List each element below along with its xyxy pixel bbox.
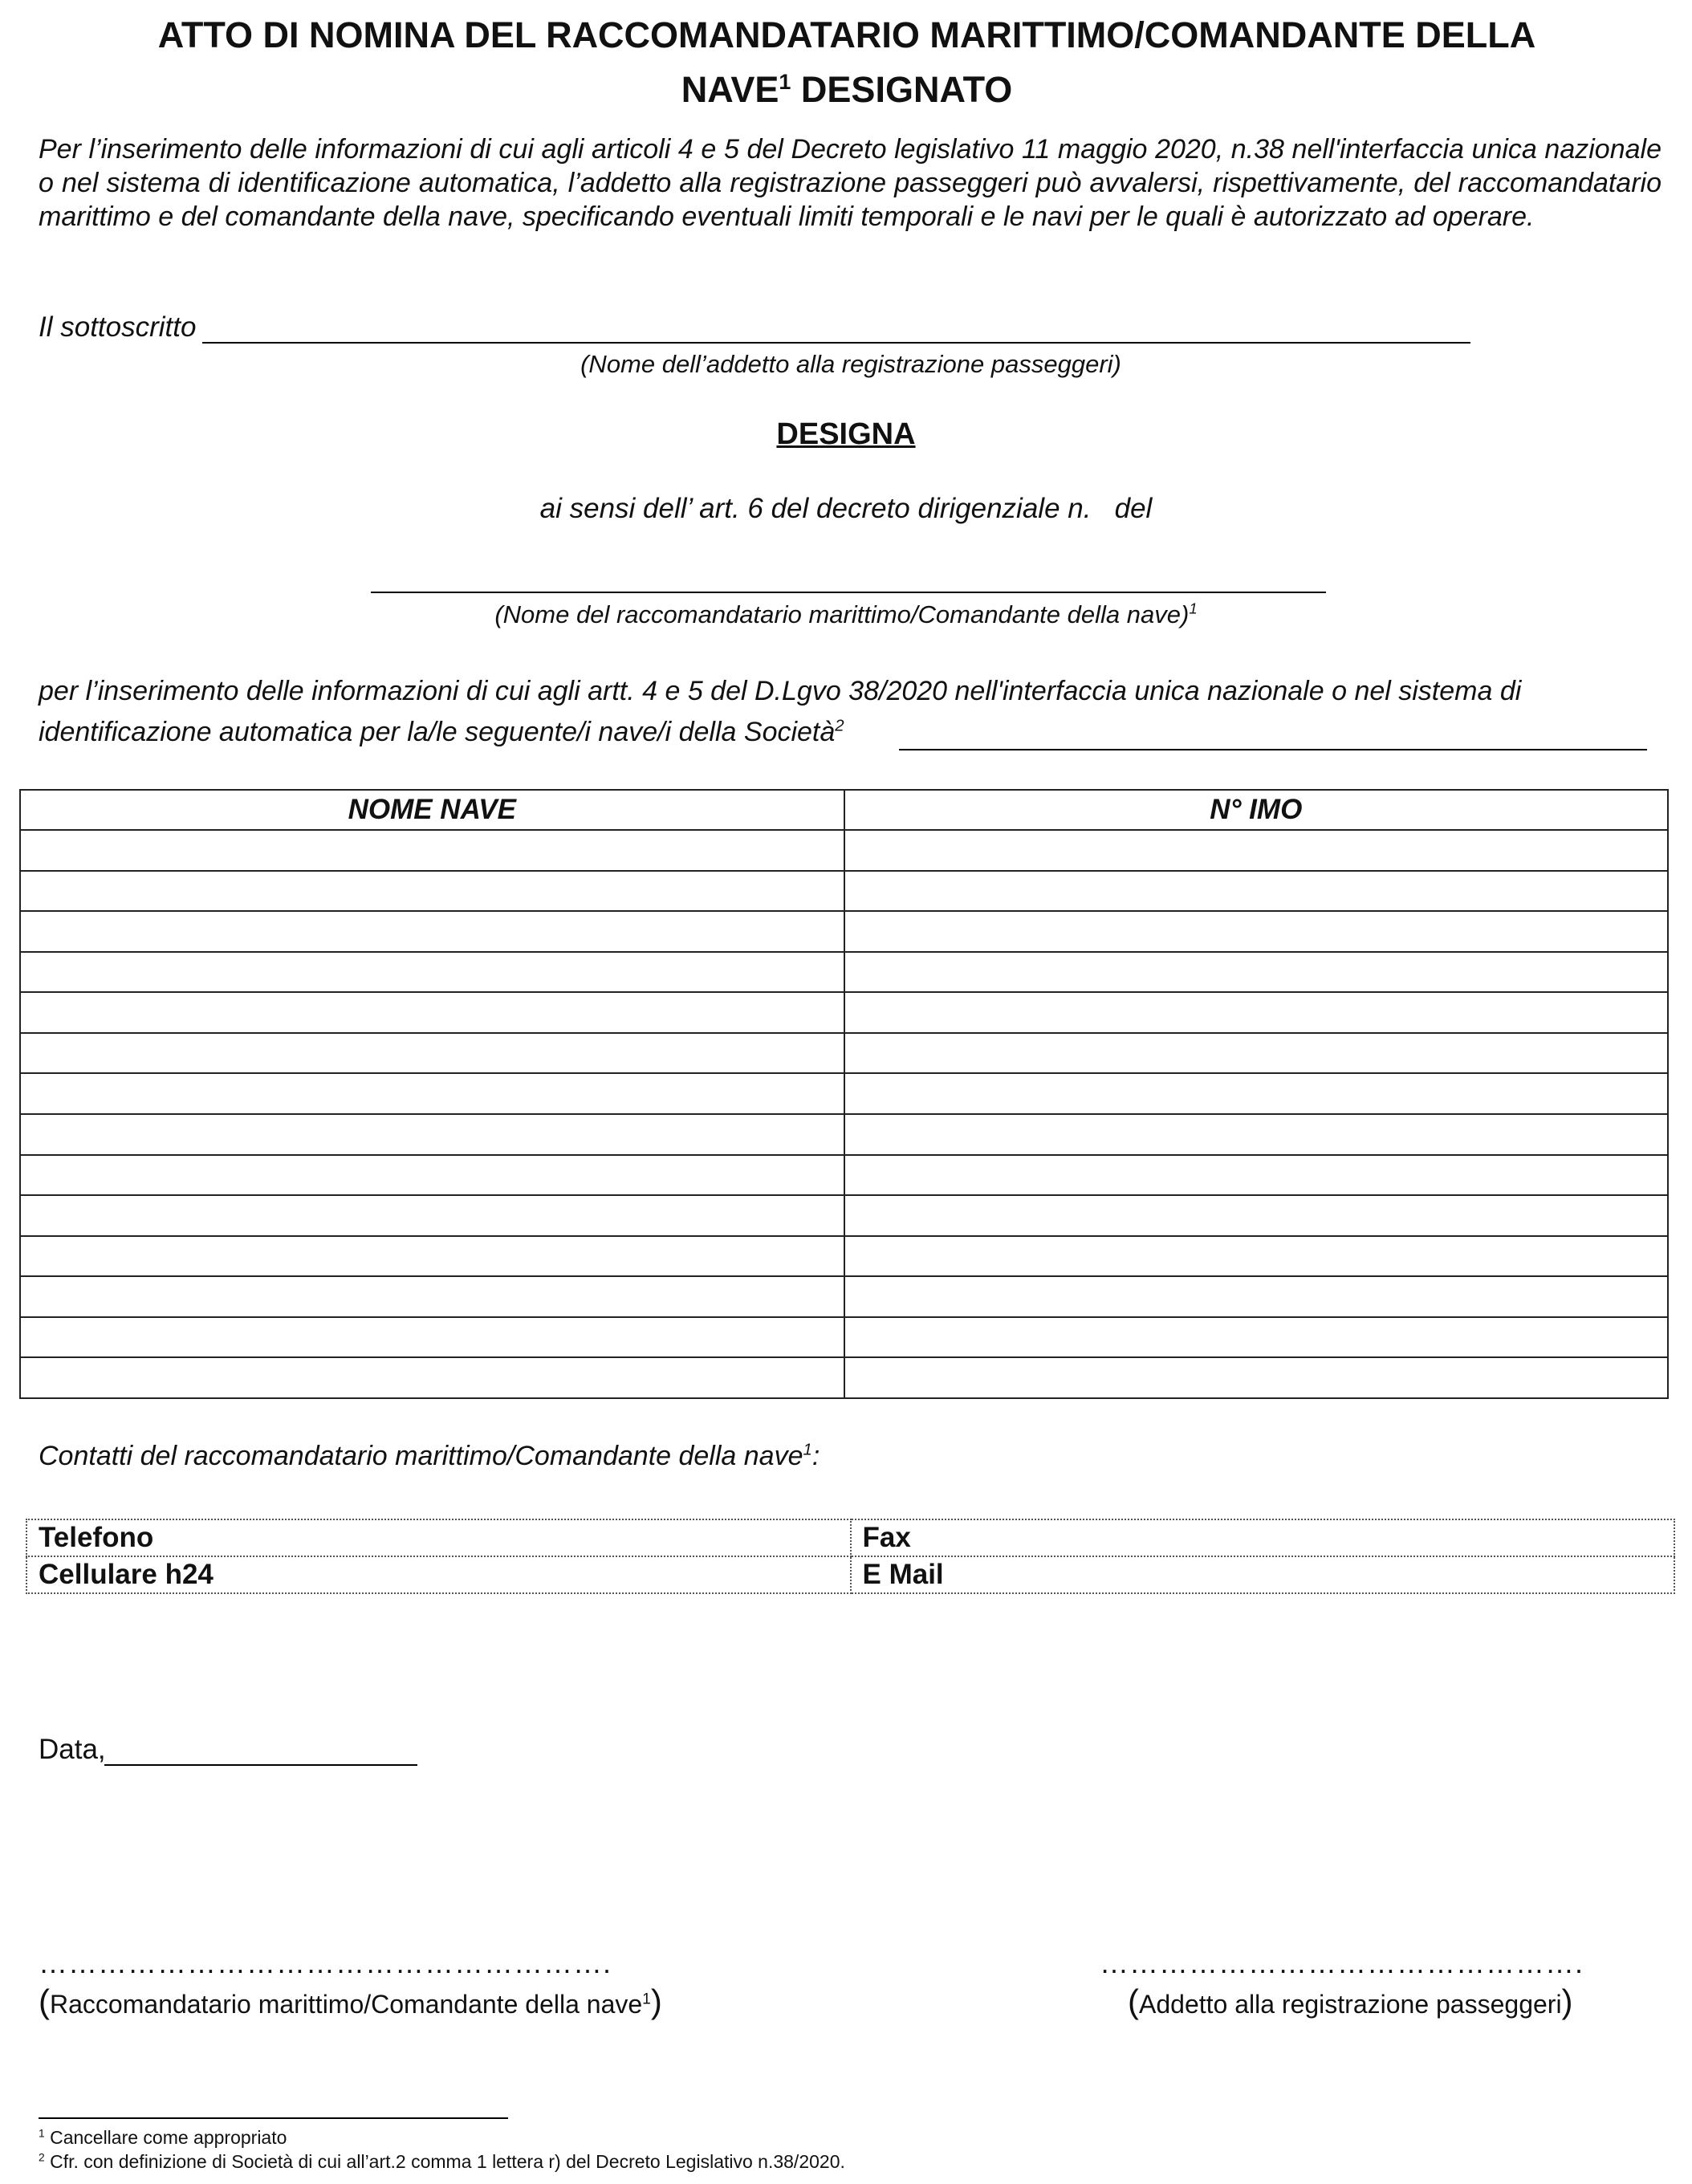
ship-name-cell[interactable] (20, 911, 844, 952)
contacts-row (26, 1556, 1674, 1593)
imo-cell[interactable] (844, 1073, 1669, 1114)
ship-name-cell[interactable] (20, 1357, 844, 1398)
ship-name-cell[interactable] (20, 1155, 844, 1196)
footnote-2: $^2$ Cfr. con definizione di Società di cui all’art.2 comma 1 lettera r) del Decreto Legislativo n.38/2020. (39, 2151, 845, 2172)
ship-row (20, 1317, 1668, 1358)
title-line-2: NAVE$^1$ DESIGNATO (681, 69, 1013, 110)
imo-cell[interactable] (844, 1276, 1669, 1317)
purpose-line-1: per l’inserimento delle informazioni di cui agli artt. 4 e 5 del D.Lgvo 38/2020 nell'interfaccia unica nazionale o nel sistema di (39, 676, 1522, 706)
ship-name-cell[interactable] (20, 1073, 844, 1114)
contacts-label: Contatti del raccomandatario marittimo/Comandante della nave$^1$: (39, 1441, 820, 1471)
imo-cell[interactable] (844, 1195, 1669, 1236)
footnote-ref: 1 (1189, 600, 1198, 617)
imo-cell[interactable] (844, 911, 1669, 952)
designa-subtitle: ai sensi dell’ art. 6 del decreto dirigenziale n. del (539, 493, 1153, 524)
ship-name-cell[interactable] (20, 1236, 844, 1277)
ship-name-cell[interactable] (20, 992, 844, 1033)
ship-row (20, 830, 1668, 871)
footnote-separator (39, 2117, 508, 2119)
footnote-ref: 2 (835, 717, 844, 735)
cellulare-field[interactable]: Cellulare h24 (26, 1556, 851, 1593)
imo-cell[interactable] (844, 871, 1669, 912)
imo-cell[interactable] (844, 952, 1669, 993)
data-label: Data, (39, 1734, 106, 1765)
ships-header-row (20, 790, 1668, 830)
footnote-ref: 1 (642, 1991, 651, 2008)
imo-cell[interactable] (844, 1317, 1669, 1358)
ship-name-cell[interactable] (20, 830, 844, 871)
ship-name-cell[interactable] (20, 1317, 844, 1358)
designa-heading-wrap (0, 417, 1692, 452)
raccomandatario-hint: (Nome del raccomandatario marittimo/Comandante della nave)$^1$ (494, 600, 1198, 628)
ships-table (19, 789, 1669, 1399)
ship-row (20, 1195, 1668, 1236)
footnote-ref: 1 (779, 70, 791, 94)
imo-cell[interactable] (844, 1236, 1669, 1277)
ship-row (20, 1073, 1668, 1114)
imo-header: N° IMO (844, 790, 1669, 830)
societa-field[interactable] (899, 749, 1647, 750)
left-signature-line[interactable]: …………………………………………………. (39, 1946, 612, 1979)
imo-cell[interactable] (844, 1033, 1669, 1074)
data-field[interactable] (104, 1764, 417, 1766)
ship-name-cell[interactable] (20, 1114, 844, 1155)
telefono-field[interactable]: Telefono (26, 1519, 851, 1556)
sottoscritto-hint: (Nome dell’addetto alla registrazione passeggeri) (580, 350, 1121, 378)
sottoscritto-name-field[interactable] (202, 342, 1470, 344)
imo-cell[interactable] (844, 1114, 1669, 1155)
ship-name-header: NOME NAVE (20, 790, 844, 830)
ship-row (20, 871, 1668, 912)
ship-row (20, 1114, 1668, 1155)
ship-row (20, 1276, 1668, 1317)
imo-cell[interactable] (844, 1357, 1669, 1398)
title-line-1: ATTO DI NOMINA DEL RACCOMANDATARIO MARITTIMO/COMANDANTE DELLA (157, 14, 1536, 55)
footnote-1: $^1$ Cancellare come appropriato (39, 2127, 287, 2148)
footnote-ref: 1 (803, 1441, 812, 1459)
purpose-line-2: identificazione automatica per la/le seguente/i nave/i della Società$^2$ (39, 717, 844, 747)
ship-row (20, 1155, 1668, 1196)
sottoscritto-label: Il sottoscritto (39, 311, 197, 343)
ship-row (20, 992, 1668, 1033)
ship-name-cell[interactable] (20, 952, 844, 993)
ship-name-cell[interactable] (20, 1033, 844, 1074)
designa-heading: DESIGNA (776, 417, 916, 451)
ship-row (20, 1236, 1668, 1277)
imo-cell[interactable] (844, 992, 1669, 1033)
document-title (48, 8, 1645, 117)
ship-name-cell[interactable] (20, 871, 844, 912)
right-signature-label: (Addetto alla registrazione passeggeri) (1128, 1983, 1573, 2020)
ship-name-cell[interactable] (20, 1195, 844, 1236)
contacts-row (26, 1519, 1674, 1556)
ship-name-cell[interactable] (20, 1276, 844, 1317)
ship-row (20, 911, 1668, 952)
imo-cell[interactable] (844, 1155, 1669, 1196)
ship-row (20, 952, 1668, 993)
imo-cell[interactable] (844, 830, 1669, 871)
email-field[interactable]: E Mail (851, 1556, 1675, 1593)
raccomandatario-name-field[interactable] (371, 592, 1326, 593)
ship-row (20, 1357, 1668, 1398)
intro-paragraph: Per l’inserimento delle informazioni di cui agli articoli 4 e 5 del Decreto legislativo 11 maggio 2020, n.38 nell'interfaccia unica nazionale o nel sistema di identificazione automatica, l’addetto alla registrazione passeggeri può avvalersi, rispettivamente, del raccomandatario marittimo e del comandante della nave, specificando eventuali limiti temporali e le navi per le quali è autorizzato ad operare. (39, 134, 1661, 232)
fax-field[interactable]: Fax (851, 1519, 1675, 1556)
left-signature-label: (Raccomandatario marittimo/Comandante della nave$^1$) (39, 1983, 662, 2020)
right-signature-line[interactable]: …………………………………………. (1100, 1946, 1584, 1979)
contacts-table (26, 1519, 1675, 1594)
ship-row (20, 1033, 1668, 1074)
